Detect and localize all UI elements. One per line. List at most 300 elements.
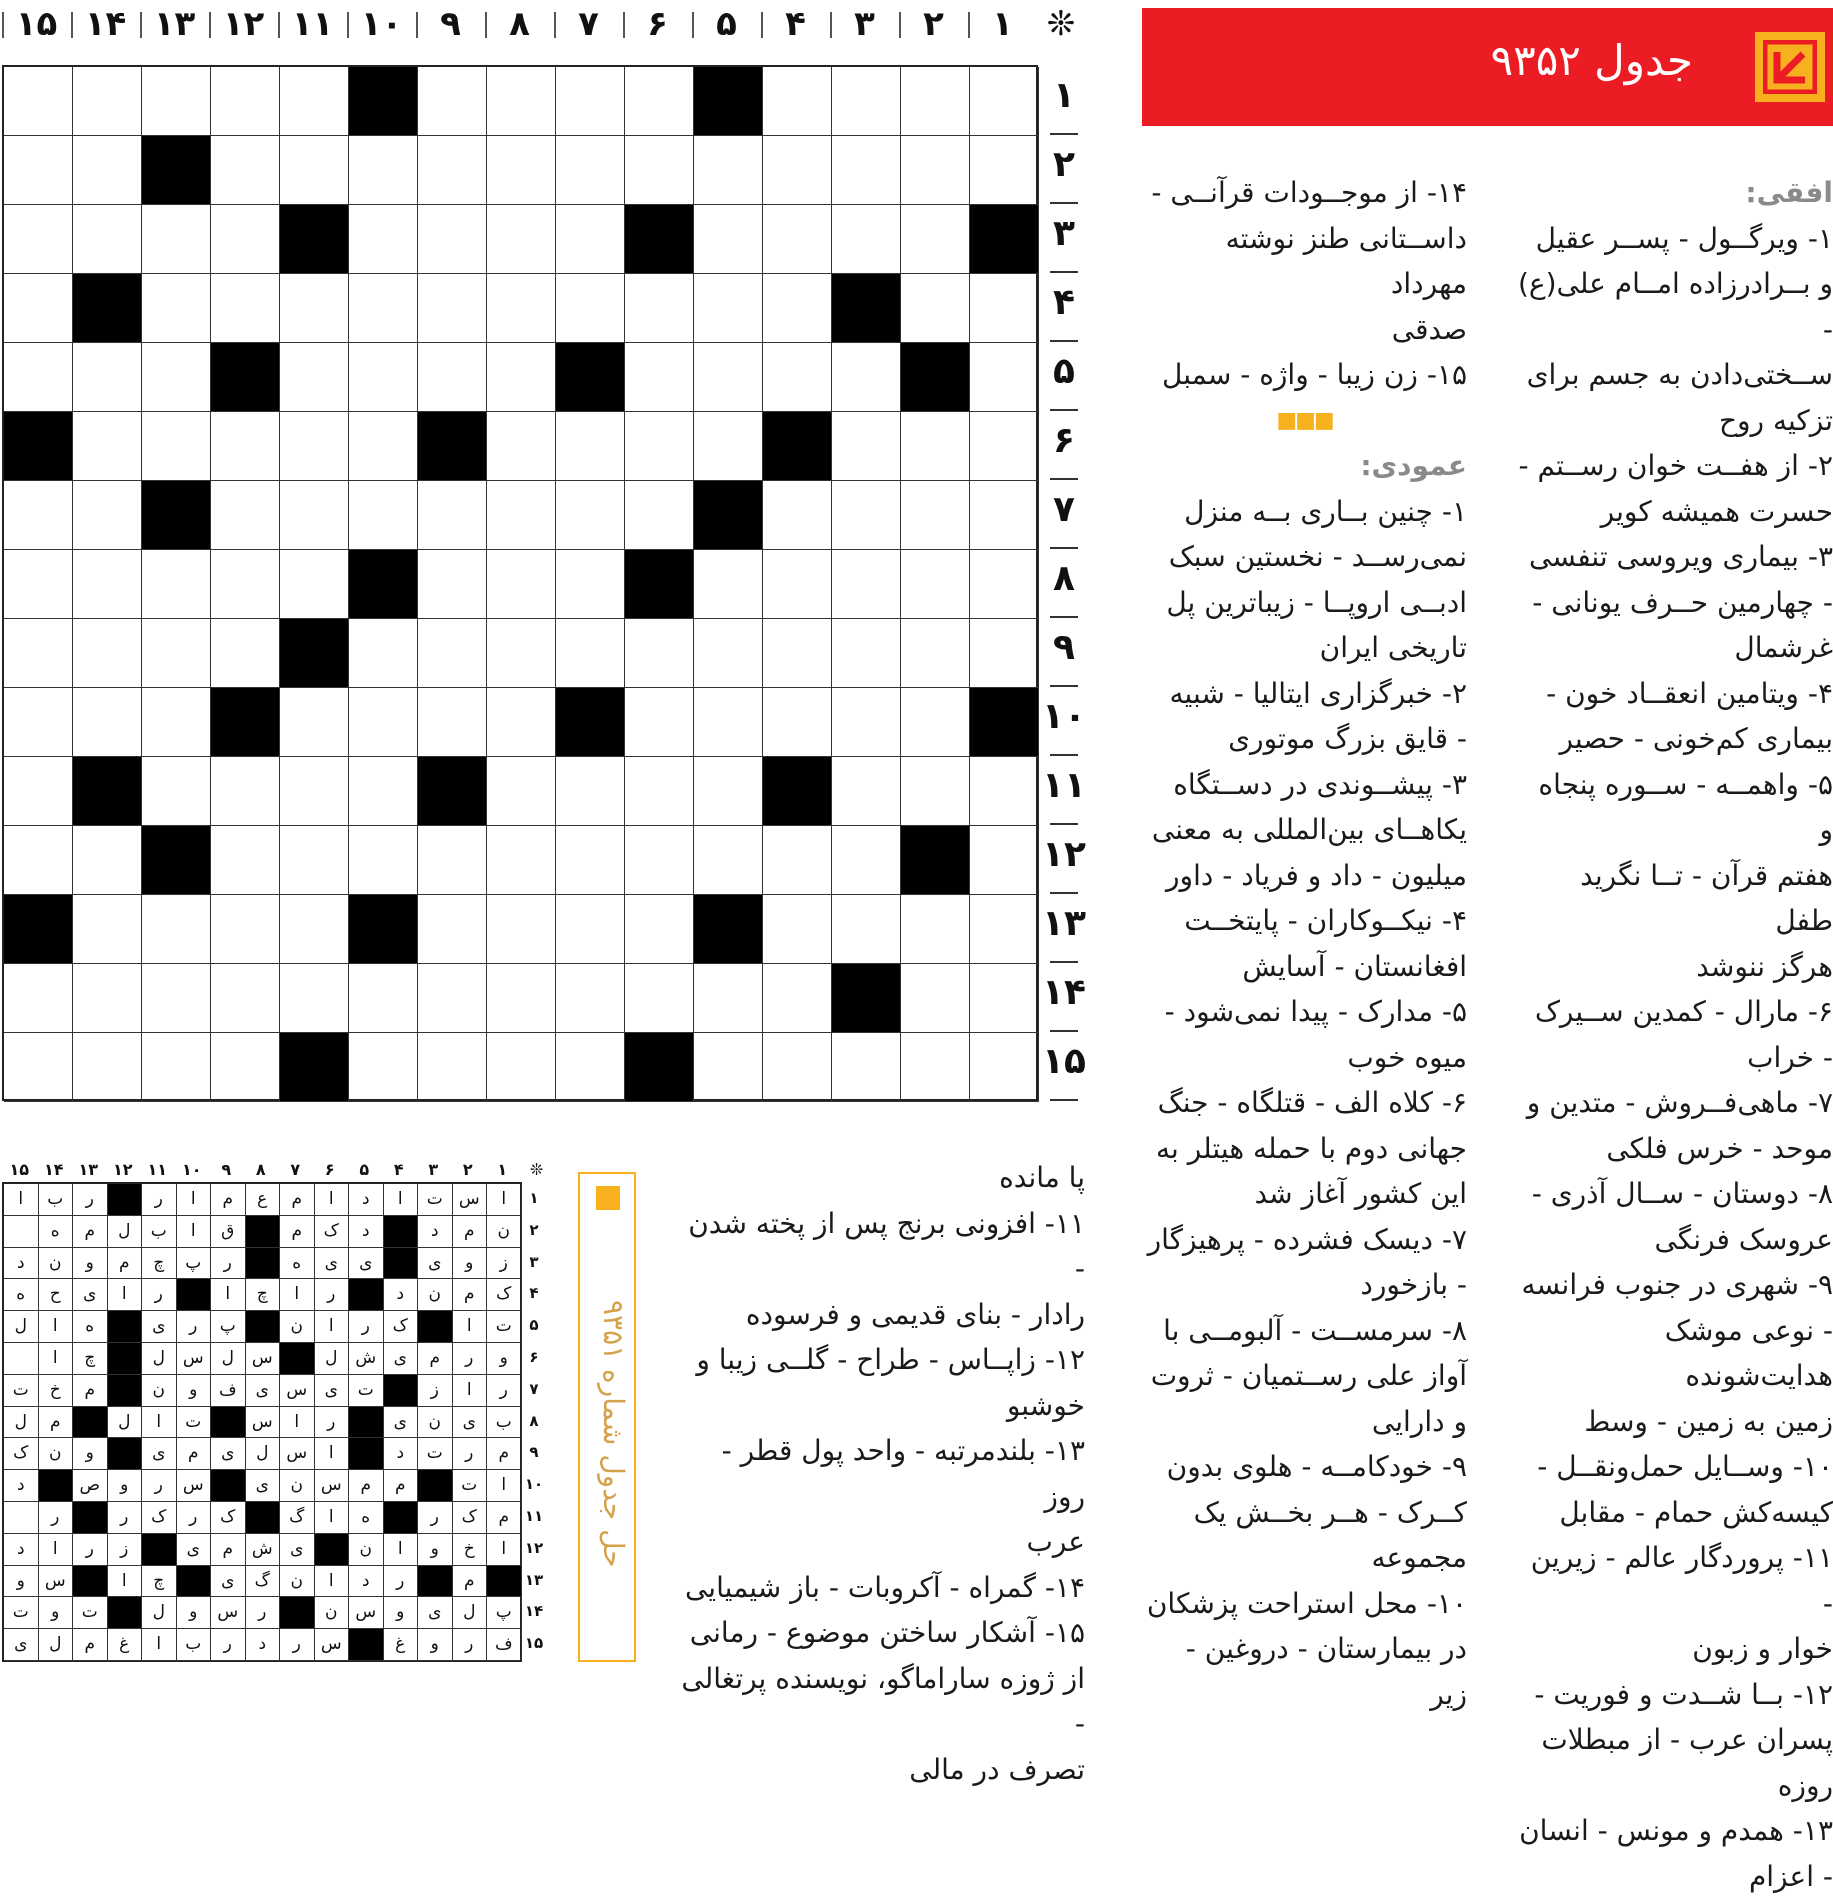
column-separator <box>830 12 832 38</box>
grid-cell[interactable] <box>625 481 694 550</box>
grid-cell[interactable] <box>418 67 487 136</box>
grid-cell[interactable] <box>763 550 832 619</box>
row-number: ۱۴ <box>1040 972 1088 1013</box>
solution-column-number: ۲ <box>451 1160 486 1179</box>
row-number: ۱ <box>1040 75 1088 116</box>
solution-cell: ی <box>211 1566 246 1598</box>
grid-cell[interactable] <box>694 688 763 757</box>
grid-cell[interactable] <box>349 343 418 412</box>
grid-cell[interactable] <box>556 481 625 550</box>
grid-cell[interactable] <box>487 964 556 1033</box>
row-number: ۷ <box>1040 489 1088 530</box>
solution-cell: ب <box>177 1629 212 1661</box>
grid-cell[interactable] <box>970 964 1039 1033</box>
grid-cell[interactable] <box>970 826 1039 895</box>
grid-cell[interactable] <box>142 205 211 274</box>
grid-cell[interactable] <box>970 412 1039 481</box>
grid-cell[interactable] <box>4 481 73 550</box>
grid-cell[interactable] <box>901 895 970 964</box>
grid-cell[interactable] <box>4 757 73 826</box>
grid-cell[interactable] <box>487 757 556 826</box>
grid-cell[interactable] <box>832 895 901 964</box>
grid-cell[interactable] <box>763 1033 832 1102</box>
grid-cell[interactable] <box>418 826 487 895</box>
solution-cell: ی <box>142 1438 177 1470</box>
grid-cell[interactable] <box>832 343 901 412</box>
grid-cell[interactable] <box>832 619 901 688</box>
grid-cell[interactable] <box>349 619 418 688</box>
grid-cell[interactable] <box>556 895 625 964</box>
solution-black-cell <box>418 1470 453 1502</box>
logo-arrow-icon <box>1763 40 1817 94</box>
across-heading: افقی: <box>1518 170 1833 216</box>
grid-cell[interactable] <box>901 205 970 274</box>
solution-row-number: ۱۰ <box>524 1475 544 1493</box>
grid-cell[interactable] <box>73 1033 142 1102</box>
grid-cell[interactable] <box>280 895 349 964</box>
solution-cell: ل <box>246 1438 281 1470</box>
grid-cell[interactable] <box>901 67 970 136</box>
grid-cell[interactable] <box>625 619 694 688</box>
grid-cell[interactable] <box>763 343 832 412</box>
down-clue-line: ۴- نیکــوکاران - پایتخــت <box>1142 898 1467 944</box>
solution-cell: م <box>39 1407 74 1439</box>
solution-cell: ا <box>142 1629 177 1661</box>
solution-cell: ن <box>280 1566 315 1598</box>
down-clue-line: تاریخی ایران <box>1142 625 1467 671</box>
grid-cell[interactable] <box>4 1033 73 1102</box>
column-separator <box>623 12 625 38</box>
grid-cell[interactable] <box>4 964 73 1033</box>
grid-cell[interactable] <box>280 757 349 826</box>
grid-cell[interactable] <box>211 412 280 481</box>
grid-cell[interactable] <box>556 412 625 481</box>
grid-cell[interactable] <box>694 619 763 688</box>
solution-row-number: ۱۲ <box>524 1539 544 1557</box>
column-number: ۶ <box>623 4 692 44</box>
grid-cell[interactable] <box>280 481 349 550</box>
grid-cell[interactable] <box>487 619 556 688</box>
grid-cell[interactable] <box>418 895 487 964</box>
solution-cell: ش <box>349 1343 384 1375</box>
grid-cell[interactable] <box>142 895 211 964</box>
solution-cell: ه <box>73 1311 108 1343</box>
grid-cell[interactable] <box>556 550 625 619</box>
row-number: ۴ <box>1040 282 1088 323</box>
grid-cell[interactable] <box>901 964 970 1033</box>
solution-cell: و <box>418 1534 453 1566</box>
grid-cell[interactable] <box>142 343 211 412</box>
grid-cell[interactable] <box>832 205 901 274</box>
grid-cell[interactable] <box>280 136 349 205</box>
grid-cell[interactable] <box>4 136 73 205</box>
grid-cell[interactable] <box>625 274 694 343</box>
black-cell <box>349 895 418 964</box>
solution-cell: ا <box>315 1438 350 1470</box>
column-number: ۱۴ <box>71 4 140 44</box>
solution-cell: ر <box>453 1438 488 1470</box>
solution-cell: ر <box>315 1279 350 1311</box>
solution-cell: ی <box>315 1375 350 1407</box>
solution-black-cell <box>280 1343 315 1375</box>
grid-cell[interactable] <box>211 67 280 136</box>
grid-cell[interactable] <box>694 343 763 412</box>
solution-cell: ر <box>246 1597 281 1629</box>
solution-row-number: ۶ <box>524 1348 544 1366</box>
grid-cell[interactable] <box>901 136 970 205</box>
solution-black-cell <box>349 1279 384 1311</box>
row-separator <box>1050 271 1078 273</box>
grid-cell[interactable] <box>832 136 901 205</box>
grid-cell[interactable] <box>73 619 142 688</box>
grid-cell[interactable] <box>211 619 280 688</box>
grid-cell[interactable] <box>349 826 418 895</box>
grid-cell[interactable] <box>211 481 280 550</box>
grid-cell[interactable] <box>625 136 694 205</box>
grid-cell[interactable] <box>418 136 487 205</box>
grid-cell[interactable] <box>73 67 142 136</box>
grid-cell[interactable] <box>4 205 73 274</box>
grid-cell[interactable] <box>349 205 418 274</box>
down-clue-line: خوشبو <box>680 1383 1085 1429</box>
solution-column-number: ۱۵ <box>2 1160 37 1179</box>
grid-cell[interactable] <box>73 550 142 619</box>
grid-cell[interactable] <box>487 136 556 205</box>
grid-cell[interactable] <box>487 826 556 895</box>
grid-cell[interactable] <box>349 136 418 205</box>
grid-cell[interactable] <box>487 205 556 274</box>
solution-black-cell <box>108 1597 143 1629</box>
grid-cell[interactable] <box>970 895 1039 964</box>
grid-cell[interactable] <box>211 757 280 826</box>
grid-cell[interactable] <box>625 688 694 757</box>
grid-cell[interactable] <box>970 343 1039 412</box>
grid-cell[interactable] <box>211 895 280 964</box>
row-separator <box>1050 133 1078 135</box>
grid-cell[interactable] <box>280 688 349 757</box>
grid-cell[interactable] <box>556 205 625 274</box>
grid-cell[interactable] <box>625 67 694 136</box>
across-clue-line: ۴- ویتامین انعقــاد خون - <box>1518 671 1833 717</box>
solution-column-number: ۱۰ <box>175 1160 210 1179</box>
down-clue-line: ۷- دیسک فشرده - پرهیزگار <box>1142 1217 1467 1263</box>
solution-cell: م <box>211 1184 246 1216</box>
grid-cell[interactable] <box>970 481 1039 550</box>
grid-cell[interactable] <box>901 274 970 343</box>
grid-cell[interactable] <box>280 964 349 1033</box>
grid-cell[interactable] <box>556 826 625 895</box>
grid-cell[interactable] <box>763 274 832 343</box>
grid-cell[interactable] <box>4 619 73 688</box>
solution-cell: ت <box>418 1438 453 1470</box>
solution-cell: د <box>384 1279 419 1311</box>
grid-cell[interactable] <box>418 481 487 550</box>
solution-black-cell <box>211 1407 246 1439</box>
grid-cell[interactable] <box>694 826 763 895</box>
solution-cell: س <box>211 1597 246 1629</box>
across-clue-line: غرشمال <box>1518 625 1833 671</box>
grid-cell[interactable] <box>487 343 556 412</box>
grid-cell[interactable] <box>487 688 556 757</box>
down-clue-line: ۲- خبرگزاری ایتالیا - شبیه <box>1142 671 1467 717</box>
grid-cell[interactable] <box>142 1033 211 1102</box>
down-heading: عمودی: <box>1142 443 1467 489</box>
across-clue-line: ۱۰- وســایل حمل‌ونقــل - <box>1518 1444 1833 1490</box>
across-clue-line: ۱۱- پروردگار عالم - زیرین - <box>1518 1535 1833 1626</box>
grid-cell[interactable] <box>142 550 211 619</box>
grid-cell[interactable] <box>487 67 556 136</box>
grid-cell[interactable] <box>970 1033 1039 1102</box>
grid-cell[interactable] <box>280 826 349 895</box>
solution-black-cell <box>108 1311 143 1343</box>
grid-cell[interactable] <box>763 481 832 550</box>
column-number: ۸ <box>485 4 554 44</box>
grid-cell[interactable] <box>418 274 487 343</box>
grid-cell[interactable] <box>211 550 280 619</box>
grid-cell[interactable] <box>694 550 763 619</box>
grid-cell[interactable] <box>4 826 73 895</box>
grid-cell[interactable] <box>142 619 211 688</box>
black-cell <box>211 688 280 757</box>
grid-cell[interactable] <box>73 343 142 412</box>
grid-cell[interactable] <box>349 1033 418 1102</box>
grid-cell[interactable] <box>901 688 970 757</box>
grid-cell[interactable] <box>901 481 970 550</box>
black-cell <box>832 274 901 343</box>
grid-cell[interactable] <box>763 964 832 1033</box>
grid-cell[interactable] <box>763 67 832 136</box>
solution-cell: ح <box>39 1279 74 1311</box>
grid-cell[interactable] <box>418 343 487 412</box>
grid-cell[interactable] <box>211 964 280 1033</box>
solution-cell: ا <box>487 1470 522 1502</box>
grid-cell[interactable] <box>4 343 73 412</box>
solution-cell: ن <box>487 1216 522 1248</box>
grid-cell[interactable] <box>142 964 211 1033</box>
across-clue-line: ۷- ماهی‌فــروش - متدین و <box>1518 1080 1833 1126</box>
grid-cell[interactable] <box>832 67 901 136</box>
grid-cell[interactable] <box>73 826 142 895</box>
solution-cell: ا <box>142 1407 177 1439</box>
black-cell <box>694 67 763 136</box>
grid-cell[interactable] <box>418 1033 487 1102</box>
grid-cell[interactable] <box>280 412 349 481</box>
down-clue-line: ۱۳- بلندمرتبه - واحد پول قطر - روز <box>680 1428 1085 1519</box>
grid-cell[interactable] <box>763 826 832 895</box>
grid-cell[interactable] <box>418 550 487 619</box>
grid-cell[interactable] <box>280 67 349 136</box>
grid-cell[interactable] <box>901 550 970 619</box>
row-separator <box>1050 202 1078 204</box>
across-clue-line: - چهارمین حــرف یونانی - <box>1518 580 1833 626</box>
grid-cell[interactable] <box>556 274 625 343</box>
grid-cell[interactable] <box>73 481 142 550</box>
solution-cell: ر <box>211 1248 246 1280</box>
grid-cell[interactable] <box>487 550 556 619</box>
grid-cell[interactable] <box>694 1033 763 1102</box>
grid-cell[interactable] <box>349 757 418 826</box>
grid-cell[interactable] <box>625 895 694 964</box>
grid-cell[interactable] <box>763 619 832 688</box>
column-separator <box>554 12 556 38</box>
grid-cell[interactable] <box>418 205 487 274</box>
row-number: ۱۳ <box>1040 903 1088 944</box>
grid-cell[interactable] <box>832 412 901 481</box>
grid-cell[interactable] <box>487 274 556 343</box>
grid-cell[interactable] <box>832 826 901 895</box>
grid-cell[interactable] <box>832 481 901 550</box>
grid-cell[interactable] <box>211 205 280 274</box>
grid-cell[interactable] <box>418 964 487 1033</box>
grid-cell[interactable] <box>487 895 556 964</box>
grid-cell[interactable] <box>625 964 694 1033</box>
solution-cell: س <box>39 1566 74 1598</box>
grid-cell[interactable] <box>763 895 832 964</box>
grid-cell[interactable] <box>694 964 763 1033</box>
grid-cell[interactable] <box>763 688 832 757</box>
down-clue-line: افغانستان - آسایش <box>1142 944 1467 990</box>
grid-cell[interactable] <box>349 688 418 757</box>
solution-cell: ف <box>211 1375 246 1407</box>
grid-cell[interactable] <box>73 205 142 274</box>
grid-cell[interactable] <box>4 67 73 136</box>
grid-cell[interactable] <box>901 757 970 826</box>
grid-cell[interactable] <box>970 550 1039 619</box>
grid-cell[interactable] <box>901 619 970 688</box>
solution-cell: س <box>453 1184 488 1216</box>
grid-cell[interactable] <box>832 1033 901 1102</box>
down-clue-line: از ژوزه ساراماگو، نویسنده پرتغالی - <box>680 1656 1085 1747</box>
grid-cell[interactable] <box>4 688 73 757</box>
grid-cell[interactable] <box>625 343 694 412</box>
grid-cell[interactable] <box>970 619 1039 688</box>
grid-cell[interactable] <box>349 964 418 1033</box>
grid-cell[interactable] <box>487 412 556 481</box>
grid-cell[interactable] <box>4 550 73 619</box>
grid-cell[interactable] <box>970 136 1039 205</box>
solution-cell: ر <box>487 1375 522 1407</box>
solution-cell: د <box>418 1216 453 1248</box>
solution-cell: ل <box>315 1343 350 1375</box>
solution-cell: ر <box>453 1629 488 1661</box>
grid-cell[interactable] <box>556 136 625 205</box>
grid-cell[interactable] <box>763 205 832 274</box>
grid-cell[interactable] <box>142 412 211 481</box>
across-clue-line: - خراب <box>1518 1035 1833 1081</box>
grid-cell[interactable] <box>694 205 763 274</box>
solution-black-cell <box>384 1248 419 1280</box>
grid-cell[interactable] <box>970 757 1039 826</box>
grid-cell[interactable] <box>832 757 901 826</box>
grid-cell[interactable] <box>556 1033 625 1102</box>
grid-cell[interactable] <box>832 550 901 619</box>
grid-cell[interactable] <box>280 343 349 412</box>
solution-cell: خ <box>39 1375 74 1407</box>
grid-cell[interactable] <box>280 274 349 343</box>
grid-cell[interactable] <box>349 412 418 481</box>
grid-cell[interactable] <box>901 412 970 481</box>
grid-cell[interactable] <box>418 619 487 688</box>
grid-cell[interactable] <box>211 826 280 895</box>
grid-cell[interactable] <box>280 550 349 619</box>
across-clue-line: حسرت همیشه کویر <box>1518 489 1833 535</box>
grid-cell[interactable] <box>694 136 763 205</box>
grid-cell[interactable] <box>832 688 901 757</box>
grid-cell[interactable] <box>694 412 763 481</box>
grid-cell[interactable] <box>142 757 211 826</box>
corner-symbol: ❊ <box>1037 4 1085 44</box>
grid-cell[interactable] <box>556 67 625 136</box>
grid-cell[interactable] <box>211 136 280 205</box>
grid-cell[interactable] <box>694 757 763 826</box>
grid-cell[interactable] <box>142 274 211 343</box>
across-clue-line: صدقی <box>1142 307 1467 353</box>
grid-cell[interactable] <box>901 1033 970 1102</box>
grid-cell[interactable] <box>970 274 1039 343</box>
solution-cell: چ <box>142 1248 177 1280</box>
solution-cell: ن <box>142 1375 177 1407</box>
across-clue-line: کیسه‌کش حمام - مقابل <box>1518 1490 1833 1536</box>
black-cell <box>4 412 73 481</box>
solution-black-cell <box>73 1407 108 1439</box>
grid-cell[interactable] <box>73 136 142 205</box>
grid-cell[interactable] <box>556 619 625 688</box>
solution-column-number: ۱ <box>485 1160 520 1179</box>
grid-cell[interactable] <box>625 412 694 481</box>
grid-cell[interactable] <box>625 757 694 826</box>
black-cell <box>625 205 694 274</box>
solution-black-cell <box>246 1216 281 1248</box>
solution-cell <box>4 1216 39 1248</box>
grid-cell[interactable] <box>349 274 418 343</box>
black-cell <box>349 67 418 136</box>
grid-cell[interactable] <box>142 688 211 757</box>
black-cell <box>901 343 970 412</box>
grid-cell[interactable] <box>73 895 142 964</box>
grid-cell[interactable] <box>487 481 556 550</box>
grid-cell[interactable] <box>142 67 211 136</box>
grid-cell[interactable] <box>763 136 832 205</box>
grid-cell[interactable] <box>349 481 418 550</box>
grid-cell[interactable] <box>4 274 73 343</box>
crossword-grid[interactable] <box>2 65 1038 1101</box>
column-separator <box>968 12 970 38</box>
column-separator <box>485 12 487 38</box>
solution-cell: ا <box>39 1311 74 1343</box>
grid-cell[interactable] <box>73 688 142 757</box>
solution-grid <box>2 1182 522 1662</box>
grid-cell[interactable] <box>970 67 1039 136</box>
solution-cell: ه <box>39 1216 74 1248</box>
grid-cell[interactable] <box>487 1033 556 1102</box>
grid-cell[interactable] <box>211 1033 280 1102</box>
solution-cell: ر <box>142 1184 177 1216</box>
grid-cell[interactable] <box>211 274 280 343</box>
grid-cell[interactable] <box>694 274 763 343</box>
grid-cell[interactable] <box>73 412 142 481</box>
grid-cell[interactable] <box>556 757 625 826</box>
solution-row-number: ۷ <box>524 1380 544 1398</box>
grid-cell[interactable] <box>625 826 694 895</box>
grid-cell[interactable] <box>418 688 487 757</box>
down-clue-line: ۱- چنین بــاری بــه منزل <box>1142 489 1467 535</box>
across-clue-line: عروسک فرنگی <box>1518 1217 1833 1263</box>
solution-cell: ک <box>384 1311 419 1343</box>
solution-cell: س <box>177 1343 212 1375</box>
solution-cell: د <box>349 1184 384 1216</box>
grid-cell[interactable] <box>556 964 625 1033</box>
grid-cell[interactable] <box>73 964 142 1033</box>
